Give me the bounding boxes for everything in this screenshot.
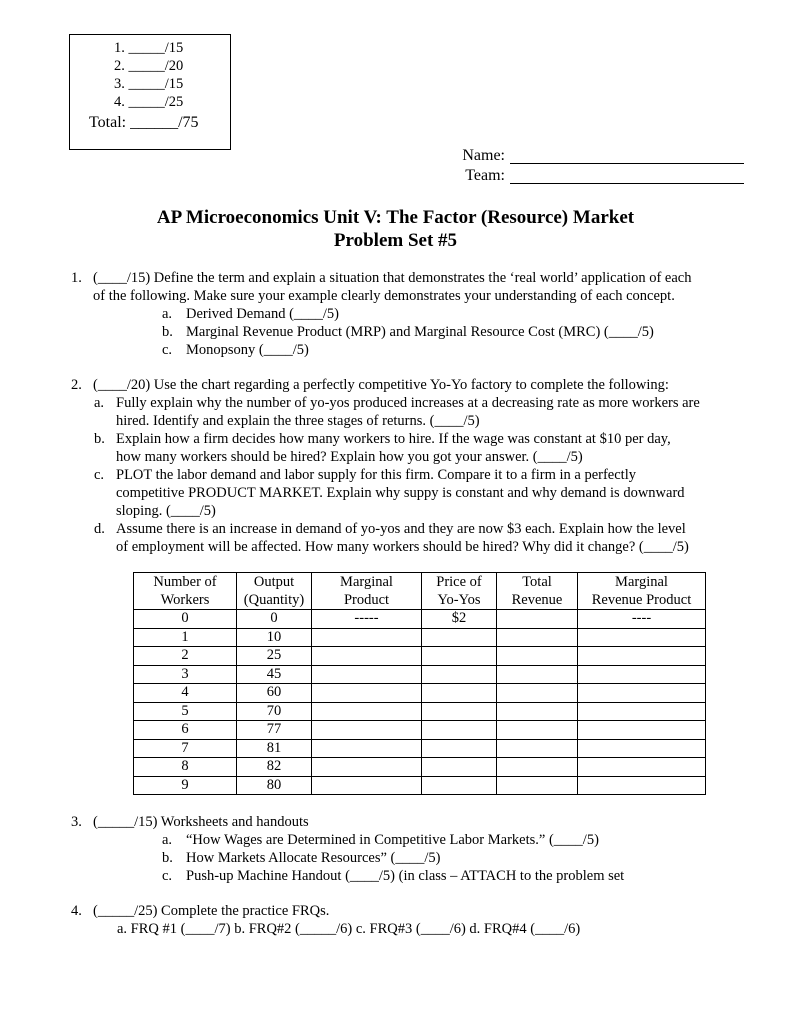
cell-workers: 1 xyxy=(134,628,237,647)
table-row xyxy=(134,721,706,740)
q2-item-a-line2: hired. Identify and explain the three stages of returns. (____/5) xyxy=(116,413,480,429)
table-header-row xyxy=(134,573,706,610)
q3-item-a: “How Wages are Determined in Competitive Labor Markets.” (____/5) xyxy=(186,832,599,848)
cell-output: 81 xyxy=(237,739,312,758)
cell-price xyxy=(422,739,497,758)
q2-item-b-letter: b. xyxy=(94,431,105,447)
q2-item-c-letter: c. xyxy=(94,467,105,483)
cell-workers: 6 xyxy=(134,721,237,740)
q2-item-c-line2: competitive PRODUCT MARKET. Explain why suppy is constant and why demand is downward xyxy=(116,485,685,501)
cell-price xyxy=(422,628,497,647)
cell-workers: 0 xyxy=(134,610,237,629)
score-line-3: 3. _____/15 xyxy=(114,76,184,92)
cell-price xyxy=(422,776,497,795)
cell-marginal-product xyxy=(312,628,422,647)
q1-item-a: Derived Demand (____/5) xyxy=(186,306,340,322)
cell-total-revenue xyxy=(497,665,578,684)
q2-item-d-letter: d. xyxy=(94,521,105,537)
cell-price xyxy=(422,702,497,721)
cell-mrp xyxy=(578,684,706,703)
yoyo-factory-table xyxy=(133,572,706,795)
q2-number: 2. xyxy=(71,377,82,393)
cell-marginal-product xyxy=(312,721,422,740)
cell-workers: 9 xyxy=(134,776,237,795)
cell-total-revenue xyxy=(497,721,578,740)
cell-total-revenue xyxy=(497,647,578,666)
name-label: Name: xyxy=(462,147,505,164)
table-row xyxy=(134,739,706,758)
cell-mrp xyxy=(578,647,706,666)
cell-marginal-product xyxy=(312,702,422,721)
cell-mrp xyxy=(578,721,706,740)
q3-item-a-letter: a. xyxy=(162,832,173,848)
cell-total-revenue xyxy=(497,684,578,703)
score-total: Total: ______/75 xyxy=(89,114,199,131)
q1-item-a-letter: a. xyxy=(162,306,173,322)
cell-output: 60 xyxy=(237,684,312,703)
q2-item-d-line2: of employment will be affected. How many workers should be hired? Why did it change? (____/5) xyxy=(116,539,689,555)
cell-mrp xyxy=(578,739,706,758)
team-label: Team: xyxy=(465,167,505,184)
header-mrp: Marginal Revenue Product xyxy=(578,573,706,610)
q2-item-b-line2: how many workers should be hired? Explain how you got your answer. (____/5) xyxy=(116,449,583,465)
header-marginal-product: Marginal Product xyxy=(312,573,422,610)
cell-output: 70 xyxy=(237,702,312,721)
cell-mrp: ---- xyxy=(578,610,706,629)
cell-marginal-product: ----- xyxy=(312,610,422,629)
header-price: Price of Yo-Yos xyxy=(422,573,497,610)
q1-text-line1: (____/15) Define the term and explain a situation that demonstrates the ‘real world’ application of each xyxy=(93,270,692,286)
table-row xyxy=(134,628,706,647)
cell-workers: 2 xyxy=(134,647,237,666)
cell-mrp xyxy=(578,776,706,795)
team-field[interactable] xyxy=(510,183,744,184)
cell-total-revenue xyxy=(497,610,578,629)
q2-item-c-line3: sloping. (____/5) xyxy=(116,503,216,519)
score-box xyxy=(69,34,231,150)
cell-workers: 5 xyxy=(134,702,237,721)
q3-item-c-letter: c. xyxy=(162,868,173,884)
page-subtitle: Problem Set #5 xyxy=(333,230,458,251)
q1-item-c: Monopsony (____/5) xyxy=(186,342,309,358)
cell-workers: 8 xyxy=(134,758,237,777)
cell-marginal-product xyxy=(312,684,422,703)
q3-item-b: How Markets Allocate Resources” (____/5) xyxy=(186,850,441,866)
q2-item-d-line1: Assume there is an increase in demand of yo-yos and they are now $3 each. Explain how the level xyxy=(116,521,686,537)
cell-output: 10 xyxy=(237,628,312,647)
cell-total-revenue xyxy=(497,702,578,721)
q2-item-a-line1: Fully explain why the number of yo-yos produced increases at a decreasing rate as more workers are xyxy=(116,395,700,411)
cell-total-revenue xyxy=(497,758,578,777)
q3-text: (_____/15) Worksheets and handouts xyxy=(93,814,309,830)
cell-total-revenue xyxy=(497,776,578,795)
cell-marginal-product xyxy=(312,665,422,684)
cell-marginal-product xyxy=(312,776,422,795)
cell-output: 82 xyxy=(237,758,312,777)
q1-item-b: Marginal Revenue Product (MRP) and Marginal Resource Cost (MRC) (____/5) xyxy=(186,324,654,340)
q3-item-c: Push-up Machine Handout (____/5) (in class – ATTACH to the problem set xyxy=(186,868,625,884)
cell-workers: 7 xyxy=(134,739,237,758)
q4-frq-items: a. FRQ #1 (____/7) b. FRQ#2 (_____/6) c. FRQ#3 (____/6) d. FRQ#4 (____/6) xyxy=(117,921,581,937)
q1-item-b-letter: b. xyxy=(162,324,173,340)
q2-item-a-letter: a. xyxy=(94,395,105,411)
q1-text-line2: of the following. Make sure your example clearly demonstrates your understanding of each concept. xyxy=(93,288,675,304)
page-title: AP Microeconomics Unit V: The Factor (Resource) Market xyxy=(156,207,635,228)
q2-text: (____/20) Use the chart regarding a perfectly competitive Yo-Yo factory to complete the following: xyxy=(93,377,669,393)
table-row xyxy=(134,647,706,666)
cell-total-revenue xyxy=(497,739,578,758)
score-line-2: 2. _____/20 xyxy=(114,58,184,74)
cell-output: 25 xyxy=(237,647,312,666)
q3-number: 3. xyxy=(71,814,82,830)
cell-price xyxy=(422,665,497,684)
table-row xyxy=(134,702,706,721)
cell-output: 0 xyxy=(237,610,312,629)
table-row xyxy=(134,665,706,684)
cell-price xyxy=(422,647,497,666)
cell-marginal-product xyxy=(312,647,422,666)
header-total-revenue: Total Revenue xyxy=(497,573,578,610)
cell-price xyxy=(422,721,497,740)
score-line-4: 4. _____/25 xyxy=(114,94,184,110)
q1-item-c-letter: c. xyxy=(162,342,173,358)
table-row xyxy=(134,758,706,777)
q2-item-b-line1: Explain how a firm decides how many workers to hire. If the wage was constant at $10 per day, xyxy=(116,431,671,447)
cell-price xyxy=(422,758,497,777)
cell-marginal-product xyxy=(312,758,422,777)
score-line-1: 1. _____/15 xyxy=(114,40,184,56)
q1-number: 1. xyxy=(71,270,82,286)
cell-mrp xyxy=(578,628,706,647)
q2-item-c-line1: PLOT the labor demand and labor supply for this firm. Compare it to a firm in a perfectly xyxy=(116,467,636,483)
table-row xyxy=(134,684,706,703)
q4-text: (_____/25) Complete the practice FRQs. xyxy=(93,903,330,919)
name-field[interactable] xyxy=(510,163,744,164)
cell-workers: 3 xyxy=(134,665,237,684)
cell-output: 80 xyxy=(237,776,312,795)
cell-output: 45 xyxy=(237,665,312,684)
cell-mrp xyxy=(578,702,706,721)
cell-price xyxy=(422,684,497,703)
cell-total-revenue xyxy=(497,628,578,647)
cell-marginal-product xyxy=(312,739,422,758)
header-workers: Number of Workers xyxy=(134,573,237,610)
cell-mrp xyxy=(578,665,706,684)
q3-item-b-letter: b. xyxy=(162,850,173,866)
cell-output: 77 xyxy=(237,721,312,740)
cell-workers: 4 xyxy=(134,684,237,703)
cell-mrp xyxy=(578,758,706,777)
table-row xyxy=(134,776,706,795)
header-output: Output (Quantity) xyxy=(237,573,312,610)
table-row xyxy=(134,610,706,629)
cell-price: $2 xyxy=(422,610,497,629)
q4-number: 4. xyxy=(71,903,82,919)
